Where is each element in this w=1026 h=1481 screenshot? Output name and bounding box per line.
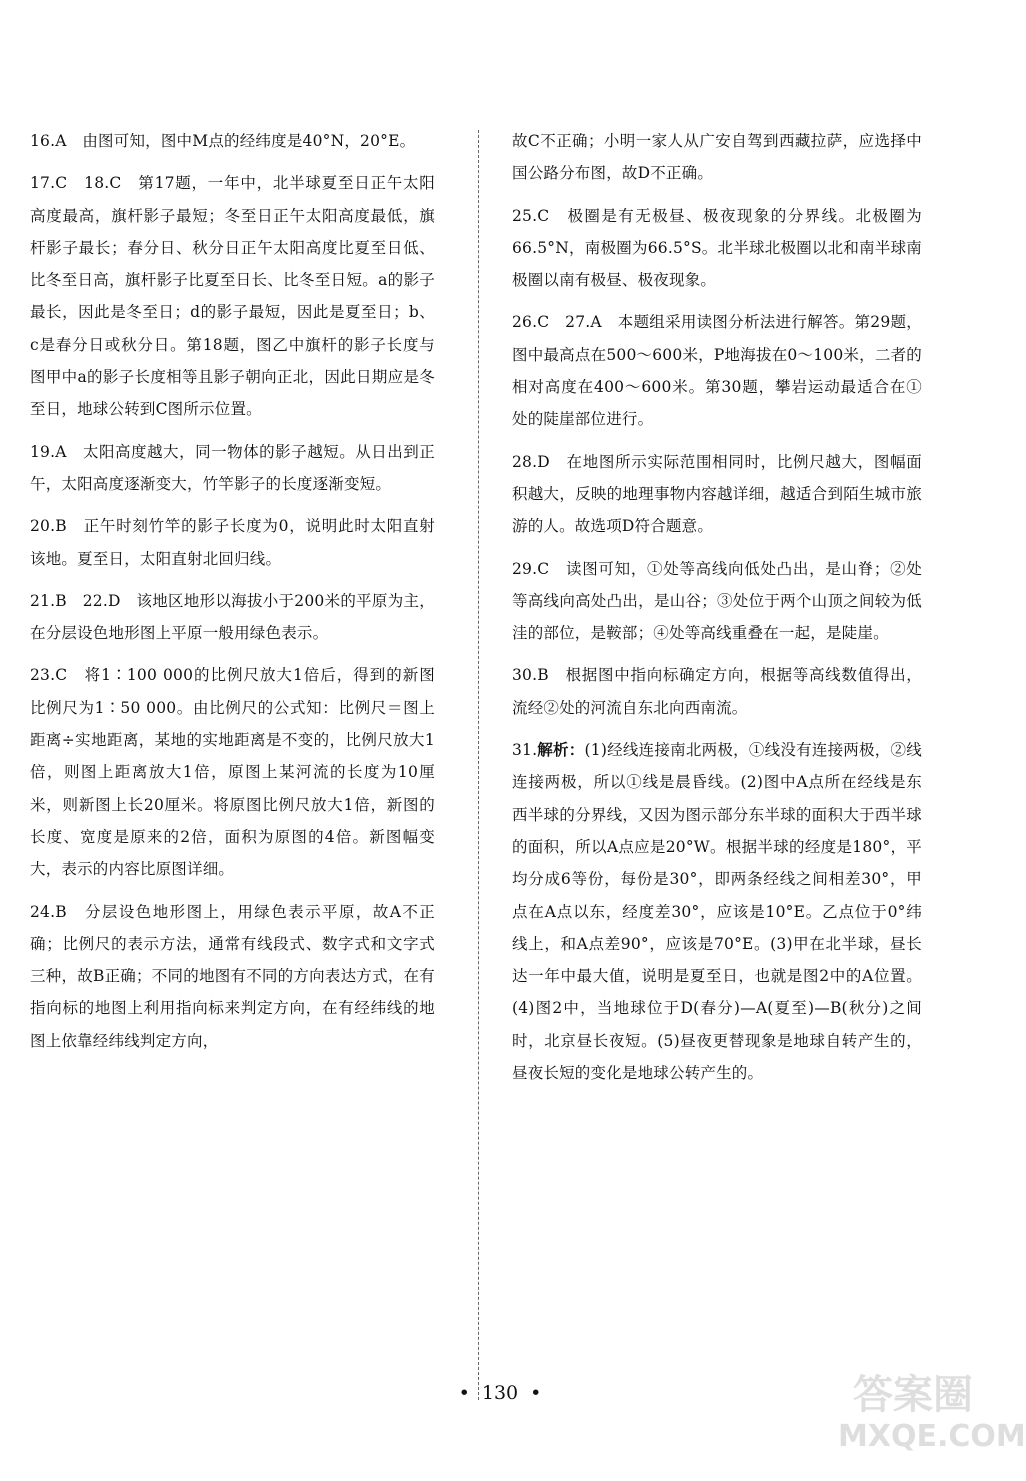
answer-31 [512,734,922,1089]
answer-23: 23.C 将1∶100 000的比例尺放大1倍后，得到的新图比例尺为1∶50 000。由比例尺的公式知：比例尺＝图上距离÷实地距离，某地的实地距离是不变的，比例尺放大1倍，则图上距离放大1倍，原图上某河流的长度为10厘米，则新图上长20厘米。将原图比例尺放大1倍，新图的长度、宽度是原来的2倍，面积为原图的4倍。新图幅变大，表示的内容比原图详细。 [30,666,435,879]
column-divider [478,130,479,1400]
answer-21-22: 21.B 22.D 该地区地形以海拔小于200米的平原为主，在分层设色地形图上平原一般用绿色表示。 [30,591,435,643]
answer-19: 19.A 太阳高度越大，同一物体的影子越短。从日出到正午，太阳高度逐渐变大，竹竿影子的长度逐渐变短。 [30,442,435,493]
answer-25: 25.C 极圈是有无极昼、极夜现象的分界线。北极圈为66.5°N，南极圈为66.5°S。北半球北极圈以北和南半球南极圈以南有极昼、极夜现象。 [512,206,922,290]
footer-dot-right: • [530,1382,542,1404]
answer-28: 28.D 在地图所示实际范围相同时，比例尺越大，图幅面积越大，反映的地理事物内容越详细，越适合到陌生城市旅游的人。故选项D符合题意。 [512,452,922,536]
page-number: 130 [481,1382,519,1404]
watermark-logo [838,1371,1026,1471]
answer-29: 29.C 读图可知，①处等高线向低处凸出，是山脊；②处等高线向高处凸出，是山谷；③处位于两个山顶之间较为低洼的部位，是鞍部；④处等高线重叠在一起，是陡崖。 [512,559,922,643]
answer-30: 30.B 根据图中指向标确定方向，根据等高线数值得出，流经②处的河流自东北向西南流。 [512,666,922,717]
answer-17-18: 17.C 18.C 第17题，一年中，北半球夏至日正午太阳高度最高，旗杆影子最短；冬至日正午太阳高度最低，旗杆影子最长；春分日、秋分日正午太阳高度比夏至日低、比冬至日高，旗杆影子比夏至日长、比冬至日短。a的影子最长，因此是冬至日；d的影子最短，因此是夏至日；b、c是春分日或秋分日。第18题，图乙中旗杆的影子长度与图甲中a的影子长度相等且影子朝向正北，因此日期应是冬至日，地球公转到C图所示位置。 [30,174,435,419]
answer-16: 16.A 由图可知，图中M点的经纬度是40°N，20°E。 [30,132,416,150]
left-column [30,125,435,1067]
watermark-top-text: 答案圈 [853,1372,973,1418]
right-column [512,125,922,1099]
watermark-bottom-text: MXQE.COM [838,1419,1026,1454]
answer-24-continued: 故C不正确；小明一家人从广安自驾到西藏拉萨，应选择中国公路分布图，故D不正确。 [512,132,922,183]
footer-dot-left: • [458,1382,470,1404]
answer-20: 20.B 正午时刻竹竿的影子长度为0，说明此时太阳直射该地。夏至日，太阳直射北回归线。 [30,517,435,568]
answer-24: 24.B 分层设色地形图上，用绿色表示平原，故A不正确；比例尺的表示方法，通常有线段式、数字式和文字式三种，故B正确；不同的地图有不同的方向表达方式，在有指向标的地图上利用指向标来判定方向，在有经纬线的地图上依靠经纬线判定方向， [30,902,435,1050]
answer-31-analysis-label: 解析： [537,740,585,760]
answer-26-27: 26.C 27.A 本题组采用读图分析法进行解答。第29题，图中最高点在500～600米，P地海拔在0～100米，二者的相对高度在400～600米。第30题，攀岩运动最适合在①处的陡崖部位进行。 [512,313,922,429]
answer-31-number: 31. [512,741,538,760]
answer-31-text: (1)经线连接南北两极，①线没有连接两极，②线连接两极，所以①线是晨昏线。(2)图中A点所在经线是东西半球的分界线，又因为图示部分东半球的面积大于西半球的面积，所以A点应是20°W。根据半球的经度是180°，平均分成6等份，每份是30°，即两条经线之间相差30°，甲点在A点以东，经度差30°，应该是10°E。乙点位于0°纬线上，和A点差90°，应该是70°E。(3)甲在北半球，昼长达一年中最大值，说明是夏至日，也就是图2中的A位置。(4)图2中，当地球位于D(春分)—A(夏至)—B(秋分)之间时，北京昼长夜短。(5)昼夜更替现象是地球自转产生的，昼夜长短的变化是地球公转产生的。 [512,741,922,1083]
